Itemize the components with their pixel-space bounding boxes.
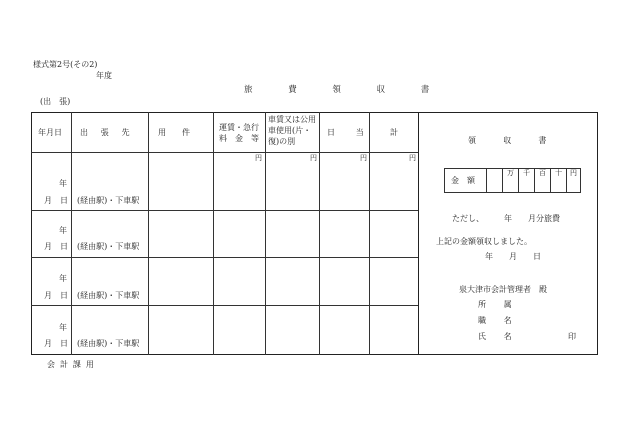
footer-accounting-use: 会 計 課 用 (47, 360, 96, 369)
amount-divider (566, 168, 567, 193)
col-divider (369, 112, 370, 355)
header-date: 年月日 (38, 128, 62, 137)
col-divider (213, 112, 214, 355)
row-divider (31, 152, 418, 153)
receipt-title: 領 収 書 (468, 136, 556, 145)
row-divider (31, 305, 418, 306)
trip-type-label: (出 張) (40, 97, 71, 106)
row-route: (経由駅)・下車駅 (77, 291, 140, 300)
received-statement: 上記の金額領収しました。 (436, 237, 532, 246)
header-total: 計 (390, 128, 398, 137)
col-divider (71, 112, 72, 355)
seal-mark: 印 (568, 332, 576, 341)
amount-divider (534, 168, 535, 193)
header-purpose: 用 件 (158, 128, 190, 137)
row-route: (経由駅)・下車駅 (77, 196, 140, 205)
yen-unit: 円 (255, 154, 262, 162)
addressee: 泉大津市会計管理者 殿 (459, 285, 547, 294)
amount-label: 金 額 (451, 176, 475, 185)
col-divider (319, 112, 320, 355)
digit-unit-juu: 十 (555, 169, 562, 177)
row-route: (経由駅)・下車駅 (77, 339, 140, 348)
digit-unit-hyaku: 百 (539, 169, 546, 177)
header-ticket-line1: 車賃又は公用 (268, 115, 316, 124)
col-divider (148, 112, 149, 355)
digit-unit-man: 万 (507, 169, 514, 177)
header-ticket-line2: 車使用(片・ (268, 126, 312, 135)
row-year: 年 (59, 179, 67, 188)
fiscal-year-label: 年度 (96, 71, 112, 80)
amount-divider (502, 168, 503, 193)
row-year: 年 (59, 226, 67, 235)
header-per-diem: 日 当 (327, 128, 371, 137)
header-destination: 出 張 先 (80, 128, 132, 137)
header-ticket-line3: 復)の別 (268, 137, 296, 146)
header-fare-line2: 料 金 等 (219, 134, 259, 143)
row-year: 年 (59, 274, 67, 283)
yen-unit: 円 (360, 154, 367, 162)
row-route: (経由駅)・下車駅 (77, 242, 140, 251)
row-month-day: 月 日 (44, 339, 68, 348)
amount-divider (486, 168, 487, 193)
position-label: 職 名 (478, 316, 517, 325)
amount-divider (550, 168, 551, 193)
form-id: 様式第2号(その2) (33, 60, 98, 69)
yen-unit: 円 (409, 154, 416, 162)
row-divider (31, 210, 418, 211)
yen-unit: 円 (310, 154, 317, 162)
header-fare-line1: 運賃・急行 (219, 123, 259, 132)
row-divider (31, 257, 418, 258)
receipt-date-line: 年 月 日 (485, 252, 541, 261)
affiliation-label: 所 属 (478, 300, 517, 309)
receipt-divider (418, 112, 419, 355)
row-month-day: 月 日 (44, 291, 68, 300)
document-title: 旅 費 領 収 書 (244, 85, 443, 95)
digit-unit-en: 円 (570, 169, 577, 177)
row-month-day: 月 日 (44, 196, 68, 205)
amount-divider (518, 168, 519, 193)
digit-unit-sen: 千 (523, 169, 530, 177)
name-label: 氏 名 (478, 332, 517, 341)
col-divider (265, 112, 266, 355)
proviso-text: ただし、 年 月分旅費 (452, 214, 560, 223)
row-month-day: 月 日 (44, 242, 68, 251)
row-year: 年 (59, 323, 67, 332)
